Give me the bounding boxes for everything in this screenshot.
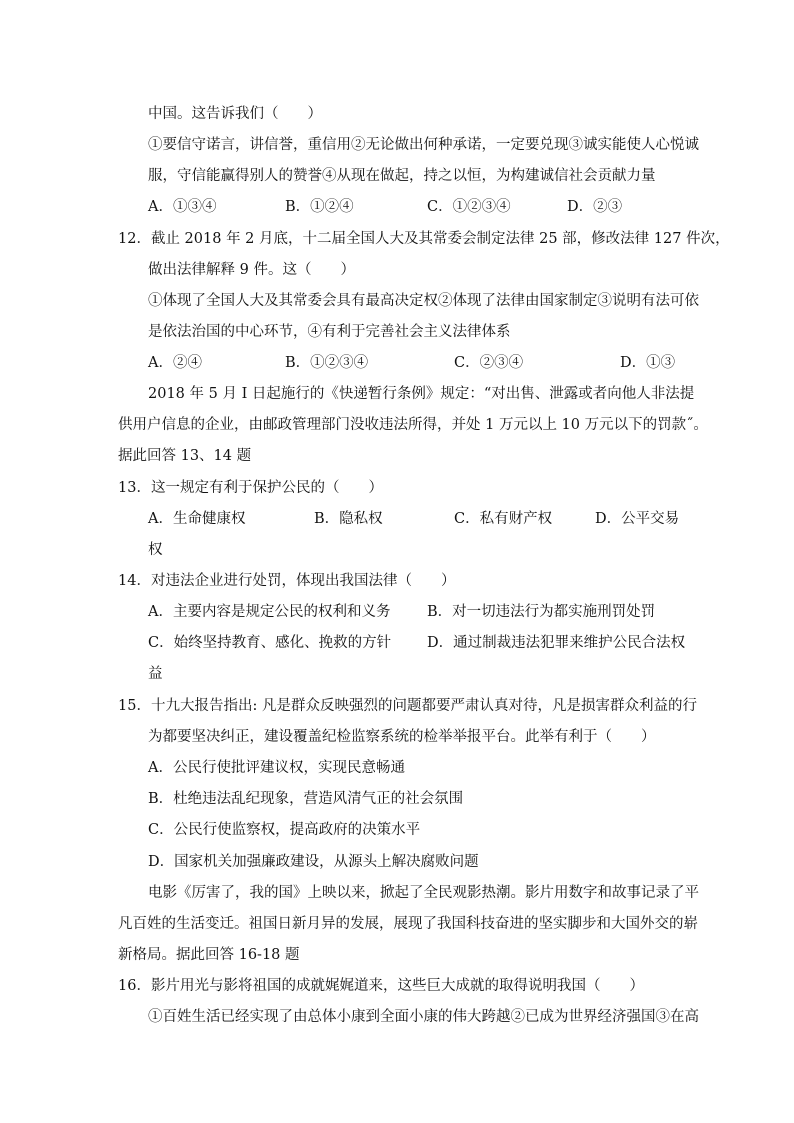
q12-option-b: B．①②③④ — [285, 355, 369, 371]
q16-stem: 16．影片用光与影将祖国的成就娓娓道来，这些巨大成就的取得说明我国（ ） — [118, 978, 644, 994]
q11-option-a: A．①③④ — [148, 199, 217, 215]
material-16-18-line3: 新格局。据此回答 16-18 题 — [118, 947, 300, 963]
q12-option-a: A．②④ — [148, 355, 202, 371]
q12-option-c: C．②③④ — [454, 355, 524, 371]
q15-stem-line1: 15．十九大报告指出: 凡是群众反映强烈的问题都要严肃认真对待，凡是损害群众利益的行 — [118, 698, 697, 714]
q11-statements-line2: 服，守信能赢得别人的赞誉④从现在做起，持之以恒，为构建诚信社会贡献力量 — [148, 168, 656, 184]
q13-option-c: C．私有财产权 — [454, 511, 553, 527]
q15-option-d: D．国家机关加强廉政建设，从源头上解决腐败问题 — [148, 854, 479, 870]
q11-statements-line1: ①要信守诺言，讲信誉，重信用②无论做出何种承诺，一定要兑现③诚实能使人心悦诚 — [148, 137, 699, 153]
q13-option-d: D．公平交易 — [595, 511, 680, 527]
q11-option-d: D．②③ — [567, 199, 623, 215]
q13-option-a: A．生命健康权 — [148, 511, 246, 527]
material-13-14-line2: 供用户信息的企业，由邮政管理部门没收违法所得，并处 1 万元以上 10 万元以下的罚款˝。 — [118, 417, 708, 433]
q15-stem-line2: 为都要坚决纠正，建设覆盖纪检监察系统的检举举报平台。此举有利于（ ） — [148, 729, 656, 745]
q12-stem-line1: 12．截止 2018 年 2 月底，十二届全国人大及其常委会制定法律 25 部，修改法律 127 件次， — [118, 231, 730, 247]
q12-stem-line2: 做出法律解释 9 件。这（ ） — [148, 262, 355, 278]
q15-option-b: B．杜绝违法乱纪现象，营造风清气正的社会氛围 — [148, 791, 464, 807]
q14-option-c: C．始终坚持教育、感化、挽救的方针 — [148, 635, 392, 651]
q14-option-d-wrap: 益 — [148, 666, 163, 682]
q13-option-b: B．隐私权 — [314, 511, 383, 527]
q16-statements-line1: ①百姓生活已经实现了由总体小康到全面小康的伟大跨越②已成为世界经济强国③在高 — [148, 1009, 699, 1025]
q14-option-a: A．主要内容是规定公民的权利和义务 — [148, 604, 391, 620]
material-16-18-line1: 电影《厉害了，我的国》上映以来，掀起了全民观影热潮。影片用数字和故事记录了平 — [148, 885, 699, 901]
q14-stem: 14．对违法企业进行处罚，体现出我国法律（ ） — [118, 573, 456, 589]
q14-option-d: D．通过制裁违法犯罪来维护公民合法权 — [427, 635, 686, 651]
q11-stem-end: 中国。这告诉我们（ ） — [148, 106, 322, 122]
q12-option-d: D．①③ — [620, 355, 676, 371]
q11-option-c: C．①②③④ — [427, 199, 511, 215]
q12-statements-line2: 是依法治国的中心环节，④有利于完善社会主义法律体系 — [148, 324, 511, 340]
q15-option-c: C．公民行使监察权，提高政府的决策水平 — [148, 822, 421, 838]
q13-option-d-wrap: 权 — [148, 542, 163, 558]
material-13-14-line1: 2018 年 5 月 I 日起施行的《快递暂行条例》规定：“对出售、泄露或者向他人非法提 — [148, 386, 695, 402]
q14-option-b: B．对一切违法行为都实施刑罚处罚 — [427, 604, 656, 620]
q13-stem: 13．这一规定有利于保护公民的（ ） — [118, 480, 383, 496]
q12-statements-line1: ①体现了全国人大及其常委会具有最高决定权②体现了法律由国家制定③说明有法可依 — [148, 293, 699, 309]
q11-option-b: B．①②④ — [285, 199, 354, 215]
q15-option-a: A．公民行使批评建议权，实现民意畅通 — [148, 760, 405, 776]
material-13-14-line3: 据此回答 13、14 题 — [118, 448, 252, 464]
material-16-18-line2: 凡百姓的生活变迁。祖国日新月异的发展，展现了我国科技奋进的坚实脚步和大国外交的崭 — [118, 916, 698, 932]
